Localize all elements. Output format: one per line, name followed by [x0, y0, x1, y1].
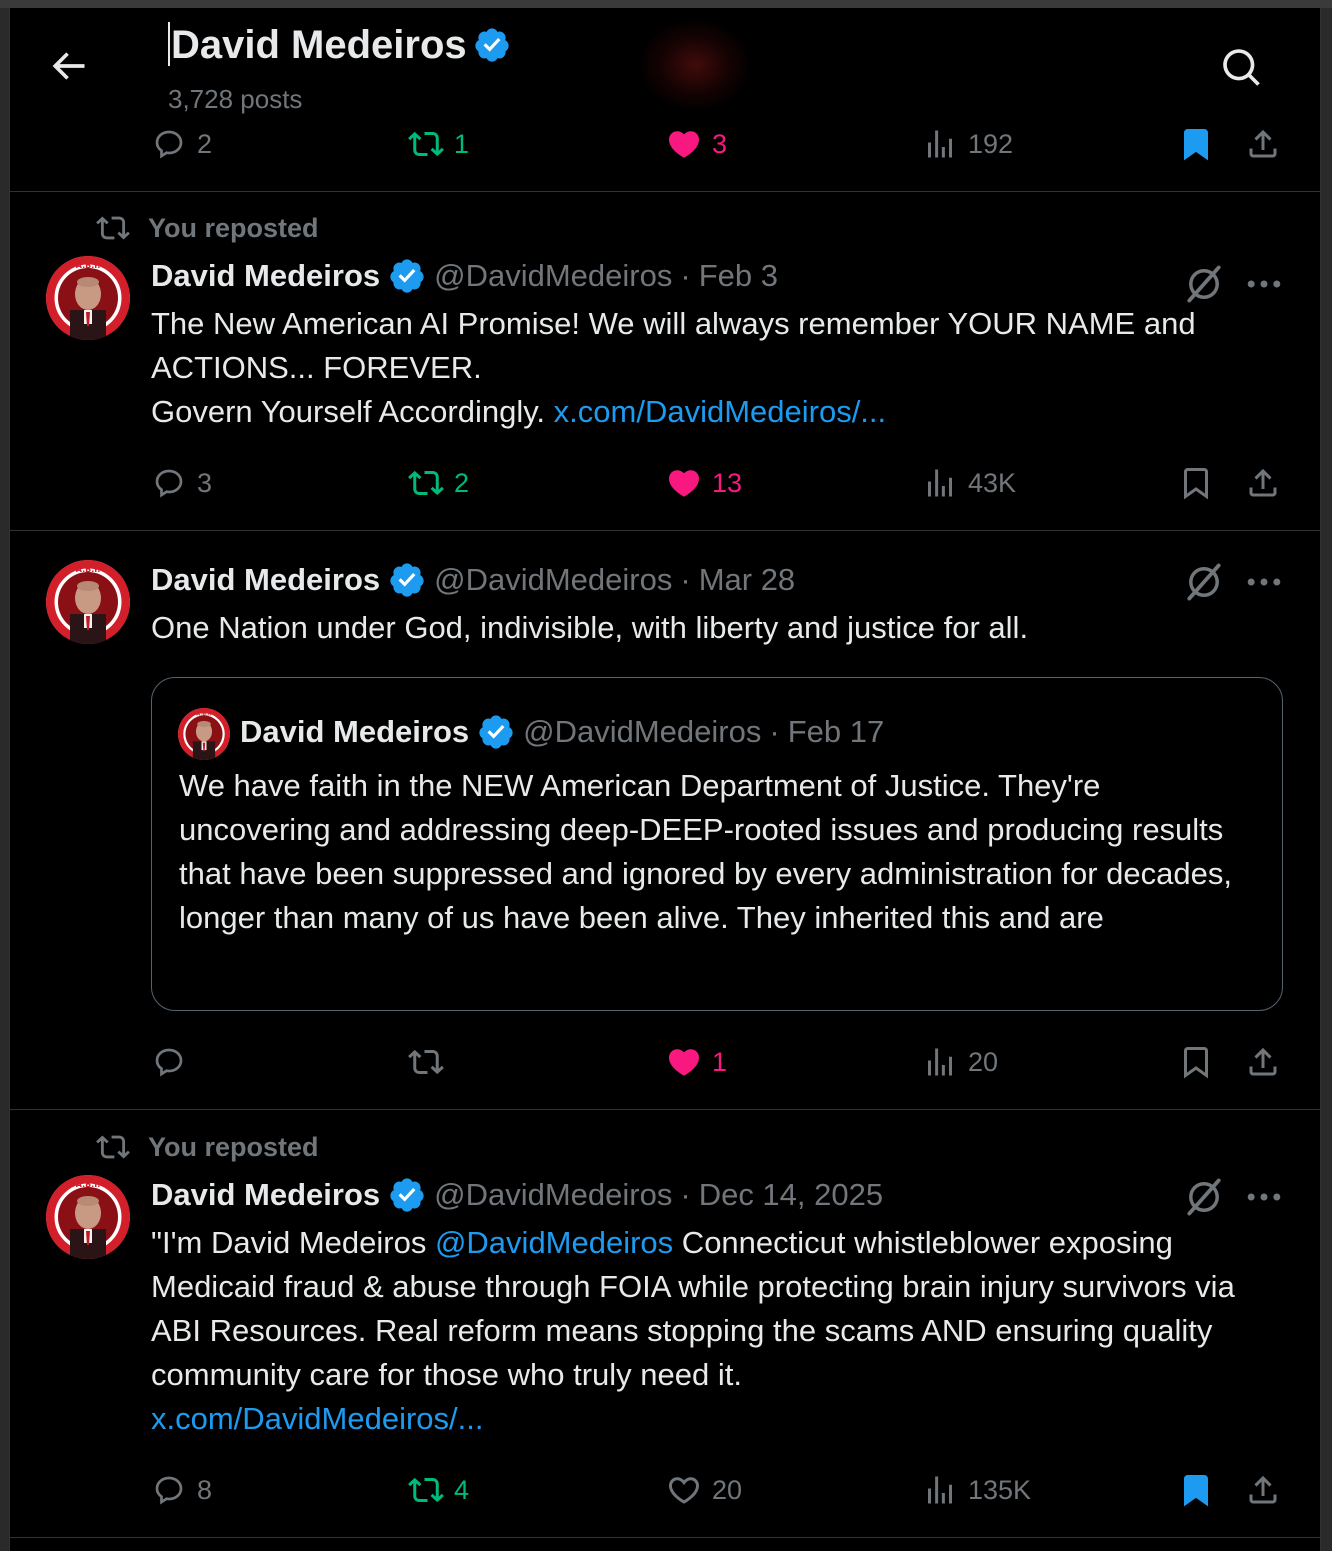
share-icon [1245, 1472, 1281, 1508]
avatar[interactable] [46, 1175, 130, 1259]
repost-icon [96, 1130, 130, 1164]
post-link[interactable]: x.com/DavidMedeiros/... [151, 1401, 484, 1436]
like-count: 1 [712, 1046, 728, 1077]
profile-name: David Medeiros [171, 23, 467, 67]
quoted-author-name: David Medeiros [240, 714, 470, 749]
like-count: 3 [712, 128, 728, 159]
views-icon [922, 1472, 958, 1508]
reply-icon [151, 1472, 187, 1508]
repost-label: You reposted [148, 1131, 319, 1162]
grok-icon[interactable] [1182, 1175, 1226, 1219]
reply-count: 8 [197, 1474, 213, 1505]
post-text [151, 1221, 1291, 1441]
post-text: One Nation under God, indivisible, with liberty and justice for all. [151, 610, 1029, 645]
author-handle[interactable]: @DavidMedeiros [434, 562, 673, 597]
post-divider [10, 1537, 1320, 1538]
repost-indicator [96, 1129, 319, 1165]
quoted-author-handle: @DavidMedeiros [523, 714, 762, 749]
post-date[interactable]: Dec 14, 2025 [698, 1177, 884, 1212]
profile-header [10, 8, 1320, 123]
reply-button[interactable] [151, 1465, 212, 1515]
post-text-fragment: "I'm David Medeiros [151, 1225, 435, 1260]
heart-icon [666, 1472, 702, 1508]
separator: · [680, 562, 691, 597]
post-item[interactable] [10, 8, 1320, 1538]
repost-button[interactable] [408, 1465, 469, 1515]
like-count: 20 [712, 1474, 743, 1505]
author-handle[interactable]: @DavidMedeiros [434, 1177, 673, 1212]
like-button[interactable] [666, 1465, 742, 1515]
view-count: 192 [968, 128, 1014, 159]
reply-count: 2 [197, 128, 213, 159]
window-top-strip [0, 0, 1332, 8]
post-actions [10, 1465, 1320, 1515]
repost-count: 4 [454, 1474, 470, 1505]
bookmark-button[interactable] [1178, 1465, 1214, 1515]
post-date[interactable]: Feb 3 [698, 258, 778, 293]
like-count: 13 [712, 467, 743, 498]
quoted-post-date: Feb 17 [787, 714, 885, 749]
share-button[interactable] [1245, 1465, 1281, 1515]
author-name[interactable]: David Medeiros [151, 258, 381, 293]
blurred-banner-fragment [640, 20, 750, 110]
repost-label: You reposted [148, 212, 319, 243]
text-cursor [168, 22, 170, 66]
verified-badge-icon [388, 1176, 426, 1214]
author-name[interactable]: David Medeiros [151, 1177, 381, 1212]
verified-badge-icon [473, 26, 511, 64]
author-name[interactable]: David Medeiros [151, 562, 381, 597]
post-date[interactable]: Mar 28 [698, 562, 796, 597]
separator: · [680, 258, 691, 293]
quoted-post-text: We have faith in the NEW American Department of Justice. They're uncovering and addressing deep-DEEP-rooted issues and producing results that have been suppressed and ignored by every administration for decades, longer than many of us have been alive. They inherited this and are [179, 768, 1232, 935]
author-handle[interactable]: @DavidMedeiros [434, 258, 673, 293]
bookmark-icon [1178, 1472, 1214, 1508]
views-button[interactable] [922, 1465, 1031, 1515]
post-header [151, 1175, 883, 1215]
more-icon[interactable] [1242, 1175, 1286, 1219]
post-text-line: The New American AI Promise! We will always remember YOUR NAME and ACTIONS... FOREVER. [151, 306, 1196, 385]
repost-count: 1 [454, 128, 470, 159]
view-count: 20 [968, 1046, 999, 1077]
repost-count: 2 [454, 467, 470, 498]
reply-count: 3 [197, 467, 213, 498]
mention-link[interactable]: @DavidMedeiros [434, 1225, 674, 1260]
search-icon[interactable] [1220, 46, 1264, 90]
back-arrow-icon[interactable] [46, 44, 90, 88]
post-link[interactable]: x.com/DavidMedeiros/... [553, 394, 887, 429]
timeline-frame [9, 8, 1321, 1551]
post-text-fragment: Connecticut whistleblower exposing Medicaid fraud & abuse through FOIA while protecting brain injury survivors via ABI Resources. Real reform means stopping the scams AND ensuring quality community care for those who truly need it. [151, 1225, 1235, 1392]
post-text-fragment: Govern Yourself Accordingly. [151, 394, 554, 429]
page-title [168, 22, 511, 68]
post-count: 3,728 posts [168, 84, 303, 114]
repost-icon [408, 1472, 444, 1508]
separator: · [680, 1177, 691, 1212]
separator: · [769, 714, 780, 749]
view-count: 43K [968, 467, 1017, 498]
view-count: 135K [968, 1474, 1032, 1505]
